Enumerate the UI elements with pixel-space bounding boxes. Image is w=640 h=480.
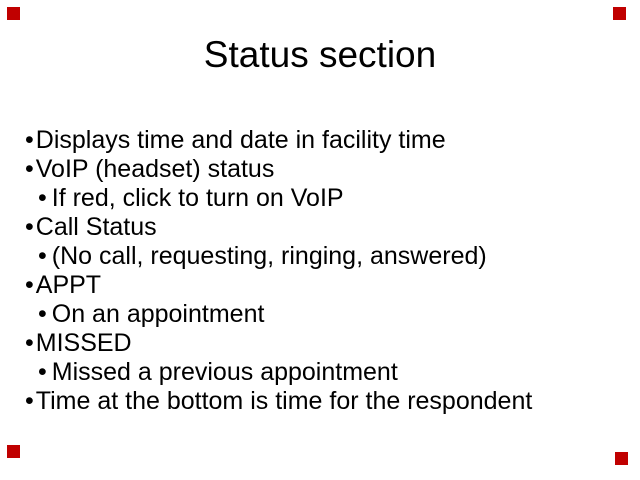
bullet-icon: •	[38, 300, 47, 328]
bullet-text: Time at the bottom is time for the respondent	[35, 387, 533, 415]
bullet-text: Call Status	[35, 213, 157, 241]
bullet-text: VoIP (headset) status	[35, 155, 275, 183]
bullet-text: Displays time and date in facility time	[35, 126, 446, 154]
bullet-icon: •	[38, 242, 47, 270]
bullet-icon: •	[25, 329, 34, 357]
bullet-icon: •	[25, 126, 34, 154]
bullet-line	[38, 300, 630, 329]
corner-marker-top-left-icon	[7, 7, 20, 20]
bullet-icon: •	[25, 213, 34, 241]
bullet-line	[25, 155, 630, 184]
bullet-icon: •	[38, 184, 47, 212]
bullet-line	[25, 271, 630, 300]
bullet-text: (No call, requesting, ringing, answered)	[51, 242, 487, 270]
bullet-line	[38, 358, 630, 387]
bullet-line	[25, 126, 630, 155]
bullet-line	[25, 387, 630, 416]
bullet-icon: •	[38, 358, 47, 386]
bullet-text: If red, click to turn on VoIP	[51, 184, 344, 212]
bullet-text: APPT	[35, 271, 102, 299]
corner-marker-bottom-left-icon	[7, 445, 20, 458]
bullet-text: Missed a previous appointment	[51, 358, 398, 386]
bullet-line	[25, 213, 630, 242]
bullet-icon: •	[25, 155, 34, 183]
corner-marker-top-right-icon	[613, 7, 626, 20]
bullet-icon: •	[25, 271, 34, 299]
bullet-list	[25, 126, 630, 416]
corner-marker-bottom-right-icon	[615, 452, 628, 465]
bullet-text: On an appointment	[51, 300, 265, 328]
bullet-line	[25, 329, 630, 358]
bullet-text: MISSED	[35, 329, 132, 357]
bullet-line	[38, 242, 630, 271]
bullet-icon: •	[25, 387, 34, 415]
bullet-line	[38, 184, 630, 213]
slide-title: Status section	[203, 34, 437, 75]
